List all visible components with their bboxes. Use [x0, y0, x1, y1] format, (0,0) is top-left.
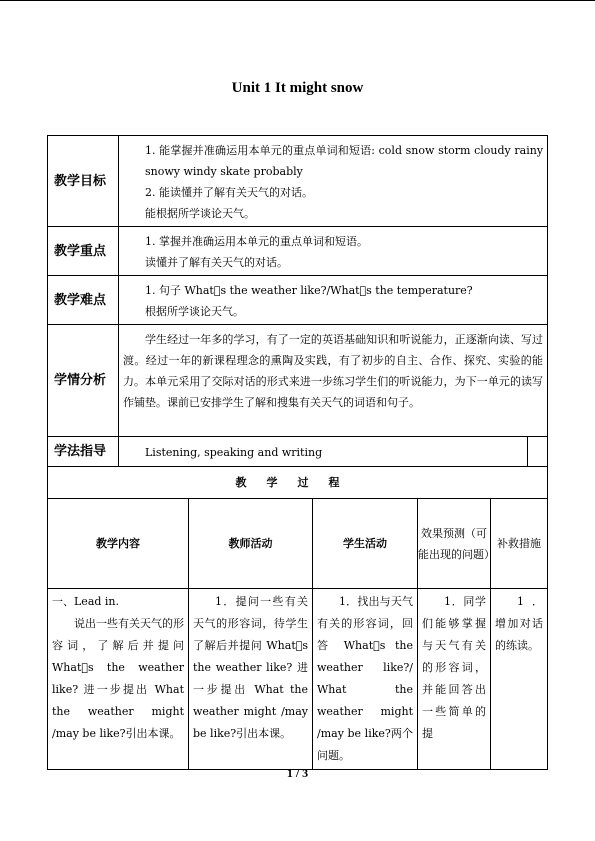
key-content [119, 227, 548, 276]
header-effect: 效果预测（可能出现的问题） [418, 499, 491, 589]
row1-remedy-text: 1．增加对话的练读。 [495, 595, 544, 652]
header-content: 教学内容 [48, 499, 189, 589]
method-label: 学法指导 [48, 437, 119, 467]
goals-label: 教学目标 [48, 136, 119, 227]
goals-line1: 1. 能掌握并准确运用本单元的重点单词和短语: cold snow storm cloudy rainy snowy windy skate probably [145, 144, 544, 178]
row1-content [48, 589, 189, 770]
goals-line3: 能根据所学谈论天气。 [145, 207, 255, 220]
analysis-text: 学生经过一年多的学习，有了一定的英语基础知识和听说能力，正逐渐向读、写过渡。经过一年的新课程理念的熏陶及实践，有了初步的自主、合作、探究、实验的能力。本单元采用了交际对话的形式来进一步练习学生们的听说能力，为下一单元的读写作铺垫。课前已安排学生了解和搜集有关天气的词语和句子。 [123, 333, 544, 409]
process-title: 教学过程 [48, 467, 548, 499]
header-rule [0, 0, 595, 1]
header-remedy: 补救措施 [491, 499, 548, 589]
method-content [119, 437, 528, 467]
header-student: 学生活动 [313, 499, 418, 589]
header-teacher: 教师活动 [189, 499, 313, 589]
analysis-content [119, 325, 548, 437]
key-label: 教学重点 [48, 227, 119, 276]
key-line2: 读懂并了解有关天气的对话。 [145, 256, 288, 269]
row1-content-body: 说出一些有关天气的形容词，了解后并提问 What s the weather like? 进一步提出 What the weather might /may be like?引出本课。 [52, 617, 184, 740]
difficult-content [119, 276, 548, 325]
row1-student [313, 589, 418, 770]
key-line1: 1. 掌握并准确运用本单元的重点单词和短语。 [145, 235, 368, 248]
method-empty-cell [528, 437, 548, 467]
method-text: Listening, speaking and writing [145, 446, 323, 459]
page-number: 1 / 3 [286, 766, 309, 780]
row1-effect-text: 1．同学们能够掌握与天气有关的形容词，并能回答出一些简单的提 [422, 595, 486, 740]
analysis-label: 学情分析 [48, 325, 119, 437]
row1-student-text: 1．找出与天气有关的形容词，回答 What s the weather like?/ What the weather might /may be like?两个问题。 [317, 595, 413, 762]
row1-content-head: 一、Lead in. [52, 595, 120, 608]
goals-line2: 2. 能读懂并了解有关天气的对话。 [145, 186, 313, 199]
page-title: Unit 1 It might snow [231, 80, 364, 96]
row1-teacher-text: 1．提问一些有关天气的形容词，待学生了解后并提问 What s the weather like? 进一步提出 What the weather might /may be like?引出本课。 [193, 595, 308, 740]
difficult-line2: 根据所学谈论天气。 [145, 305, 244, 318]
row1-remedy [491, 589, 548, 770]
lesson-plan-table [47, 135, 548, 770]
row1-teacher [189, 589, 313, 770]
goals-content [119, 136, 548, 227]
difficult-label: 教学难点 [48, 276, 119, 325]
row1-effect [418, 589, 491, 770]
difficult-line1: 1. 句子 What s the weather like?/What s the temperature? [145, 284, 473, 297]
